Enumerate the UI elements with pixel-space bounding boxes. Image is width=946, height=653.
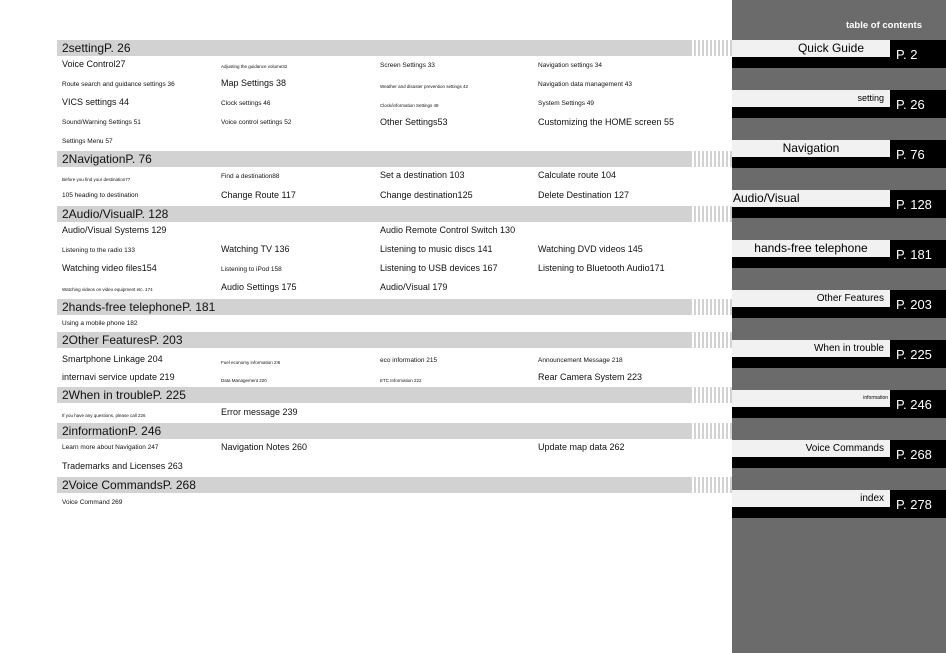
panel-title: table of contents	[845, 20, 922, 31]
toc-link[interactable]: Watching videos on video equipment etc. 174	[62, 287, 153, 292]
toc-link[interactable]: Clock settings 46	[221, 100, 271, 107]
tab-hands-free-telephone[interactable]	[732, 240, 946, 268]
tab-other-features[interactable]	[732, 290, 946, 318]
tab-label: Voice Commands	[732, 440, 890, 457]
toc-link[interactable]: Settings Menu 57	[62, 138, 113, 145]
section-connector	[690, 423, 732, 439]
toc-link[interactable]: Voice Control27	[62, 59, 126, 69]
tab-underline	[732, 357, 890, 368]
section-header-when-in-trouble[interactable]: 2When in troubleP. 225	[57, 387, 693, 403]
section-header-information[interactable]: 2informationP. 246	[57, 423, 693, 439]
toc-link[interactable]: Navigation data management 43	[538, 81, 632, 88]
toc-link[interactable]: Voice control settings 52	[221, 119, 292, 126]
tab-underline	[732, 207, 890, 218]
section-connector	[690, 206, 732, 222]
toc-link[interactable]: Watching DVD videos 145	[538, 244, 643, 254]
section-connector	[690, 299, 732, 315]
toc-link[interactable]: Trademarks and Licenses 263	[62, 461, 183, 471]
tab-page-number: P. 225	[890, 340, 946, 368]
section-connector	[690, 151, 732, 167]
toc-link[interactable]: Customizing the HOME screen 55	[538, 117, 675, 127]
toc-link[interactable]: Listening to the radio 133	[62, 247, 135, 254]
tab-label: When in trouble	[732, 340, 890, 357]
toc-link[interactable]: Error message 239	[221, 407, 298, 417]
tab-page-number: P. 246	[890, 390, 946, 418]
section-header-setting[interactable]: 2settingP. 26	[57, 40, 693, 56]
tab-page-number: P. 2	[890, 40, 946, 68]
tab-quick-guide[interactable]	[732, 40, 946, 68]
toc-link[interactable]: Fuel economy information 2!6	[221, 360, 281, 365]
toc-link[interactable]: internavi service update 219	[62, 372, 175, 382]
tab-underline	[732, 457, 890, 468]
section-header-other-features[interactable]: 2Other FeaturesP. 203	[57, 332, 693, 348]
toc-link[interactable]: Before you find your destination77	[62, 177, 131, 182]
toc-link[interactable]: Adjusting the guidance volume32	[221, 64, 288, 69]
tab-label: index	[732, 490, 890, 507]
toc-link[interactable]: Rear Camera System 223	[538, 372, 643, 382]
tab-when-in-trouble[interactable]	[732, 340, 946, 368]
toc-link[interactable]: Weather and disaster prevention settings 42	[380, 84, 468, 89]
toc-link[interactable]: Delete Destination 127	[538, 190, 630, 200]
section-connector	[690, 40, 732, 56]
toc-link[interactable]: Find a destination88	[221, 173, 280, 180]
tab-underline	[732, 507, 890, 518]
tab-underline	[732, 257, 890, 268]
toc-link[interactable]: ETC Information 222	[380, 378, 422, 383]
section-header-audio-visual[interactable]: 2Audio/VisualP. 128	[57, 206, 693, 222]
tab-label: Navigation	[732, 140, 890, 157]
toc-link[interactable]: Calculate route 104	[538, 170, 617, 180]
toc-link[interactable]: Set a destination 103	[380, 170, 465, 180]
section-connector	[690, 387, 732, 403]
toc-link[interactable]: Listening to music discs 141	[380, 244, 493, 254]
toc-link[interactable]: Audio Remote Control Switch 130	[380, 225, 516, 235]
tab-label: hands-free telephone	[732, 240, 890, 257]
toc-link[interactable]: Smartphone Linkage 204	[62, 354, 163, 364]
tab-underline	[732, 307, 890, 318]
toc-link[interactable]: Announcement Message 218	[538, 357, 623, 364]
tab-page-number: P. 181	[890, 240, 946, 268]
toc-link[interactable]: Using a mobile phone 182	[62, 320, 138, 327]
tab-page-number: P. 26	[890, 90, 946, 118]
toc-link[interactable]: Listening to iPod 158	[221, 266, 282, 273]
tab-underline	[732, 157, 890, 168]
tab-label: Audio/Visual	[732, 190, 890, 207]
tab-page-number: P. 203	[890, 290, 946, 318]
section-header-navigation[interactable]: 2NavigationP. 76	[57, 151, 693, 167]
tab-page-number: P. 76	[890, 140, 946, 168]
toc-link[interactable]: Audio/Visual Systems 129	[62, 225, 167, 235]
tab-label: setting	[732, 90, 890, 107]
tab-voice-commands[interactable]	[732, 440, 946, 468]
chapter-tab-panel	[732, 0, 946, 653]
toc-link[interactable]: Other Settings53	[380, 117, 448, 127]
toc-link[interactable]: Listening to Bluetooth Audio171	[538, 263, 665, 273]
tab-underline	[732, 107, 890, 118]
toc-link[interactable]: Watching TV 136	[221, 244, 290, 254]
toc-link[interactable]: Learn more about Navigation 247	[62, 444, 159, 451]
toc-link[interactable]: Voice Command 269	[62, 499, 123, 506]
toc-link[interactable]: Navigation Notes 260	[221, 442, 308, 452]
toc-link[interactable]: Change Route 117	[221, 190, 296, 200]
toc-link[interactable]: Change destination125	[380, 190, 473, 200]
toc-link[interactable]: Update map data 262	[538, 442, 625, 452]
section-connector	[690, 332, 732, 348]
toc-link[interactable]: Route search and guidance settings 36	[62, 81, 175, 88]
tab-setting[interactable]	[732, 90, 946, 118]
tab-underline	[732, 57, 890, 68]
toc-link[interactable]: Watching video files154	[62, 263, 157, 273]
toc-link[interactable]: Clock/information Settings 48	[380, 103, 439, 108]
toc-link[interactable]: 105 heading to destination	[62, 192, 139, 199]
tab-page-number: P. 128	[890, 190, 946, 218]
toc-link[interactable]: Listening to USB devices 167	[380, 263, 498, 273]
toc-link[interactable]: Screen Settings 33	[380, 62, 435, 69]
section-header-voice-commands[interactable]: 2Voice CommandsP. 268	[57, 477, 693, 493]
toc-link[interactable]: eco information 215	[380, 357, 438, 364]
toc-link[interactable]: Data Management 220	[221, 378, 267, 383]
tab-label: Other Features	[732, 290, 890, 307]
tab-page-number: P. 278	[890, 490, 946, 518]
toc-link[interactable]: Audio Settings 175	[221, 282, 297, 292]
tab-page-number: P. 268	[890, 440, 946, 468]
toc-link[interactable]: VICS settings 44	[62, 97, 130, 107]
toc-link[interactable]: Audio/Visual 179	[380, 282, 448, 292]
tab-navigation[interactable]	[732, 140, 946, 168]
toc-link[interactable]: System Settings 49	[538, 100, 594, 107]
section-connector	[690, 477, 732, 493]
tab-audio-visual[interactable]	[732, 190, 946, 218]
tab-label: information	[732, 390, 890, 407]
toc-link[interactable]: Navigation settings 34	[538, 62, 602, 69]
section-header-hands-free-telephone[interactable]: 2hands-free telephoneP. 181	[57, 299, 693, 315]
tab-information[interactable]	[732, 390, 946, 418]
toc-link[interactable]: Sound/Warning Settings 51	[62, 119, 141, 126]
toc-link[interactable]: If you have any questions, please call 226	[62, 413, 146, 418]
tab-label: Quick Guide	[732, 40, 890, 57]
toc-link[interactable]: Map Settings 38	[221, 78, 287, 88]
tab-underline	[732, 407, 890, 418]
tab-index[interactable]	[732, 490, 946, 518]
